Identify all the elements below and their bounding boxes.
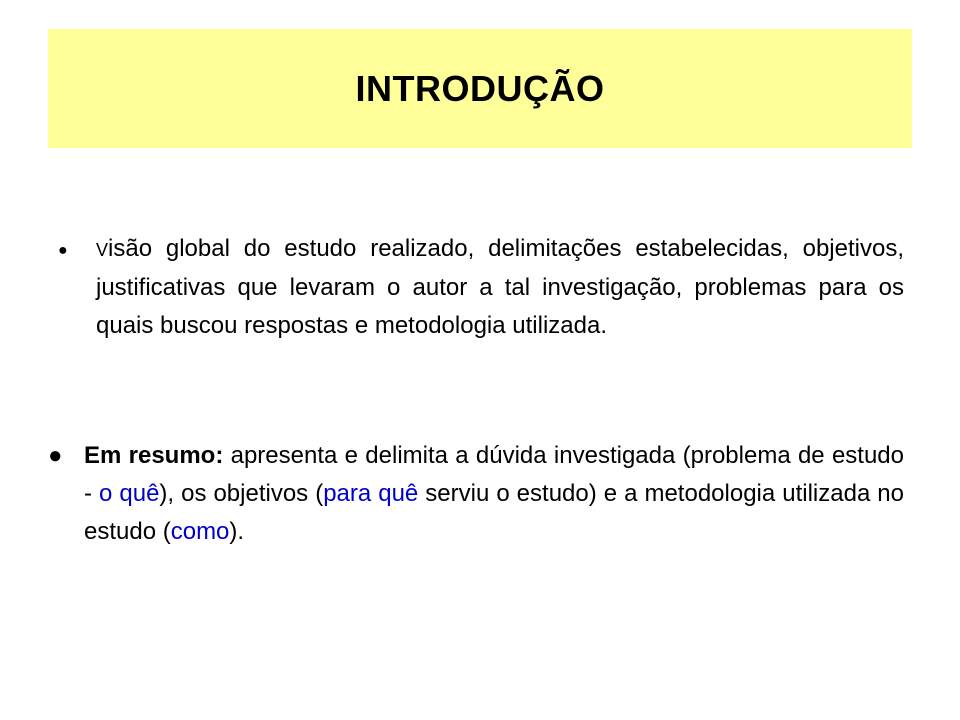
title-banner [48,29,912,148]
slide-title: INTRODUÇÃO [355,67,605,109]
bullet2-highlight-what: o quê [99,480,160,507]
bullet2-part3: serviu o estudo) e a metodologia utilizada no estudo ( [84,480,904,545]
bullet2-part1: apresenta e delimita a dúvida investigada (problema de estudo - [84,442,905,507]
bullet-paragraph-1 [96,230,904,345]
bullet2-lead: Em resumo: [84,442,224,469]
bullet1-initial: V [96,240,109,260]
bullet2-highlight-why: para quê [323,480,419,507]
bullet-marker-1: ● [58,242,68,259]
bullet-paragraph-2 [84,437,904,551]
bullet1-text: isão global do estudo realizado, delimitações estabelecidas, objetivos, justificativas que levaram o autor a tal investigação, problemas para os quais buscou respostas e metodologia utilizada. [96,235,904,339]
bullet-marker-2: ● [48,442,63,469]
bullet2-part4: ). [229,518,245,545]
bullet2-highlight-how: como [170,518,230,545]
bullet2-part2: ), os objetivos ( [159,480,324,507]
